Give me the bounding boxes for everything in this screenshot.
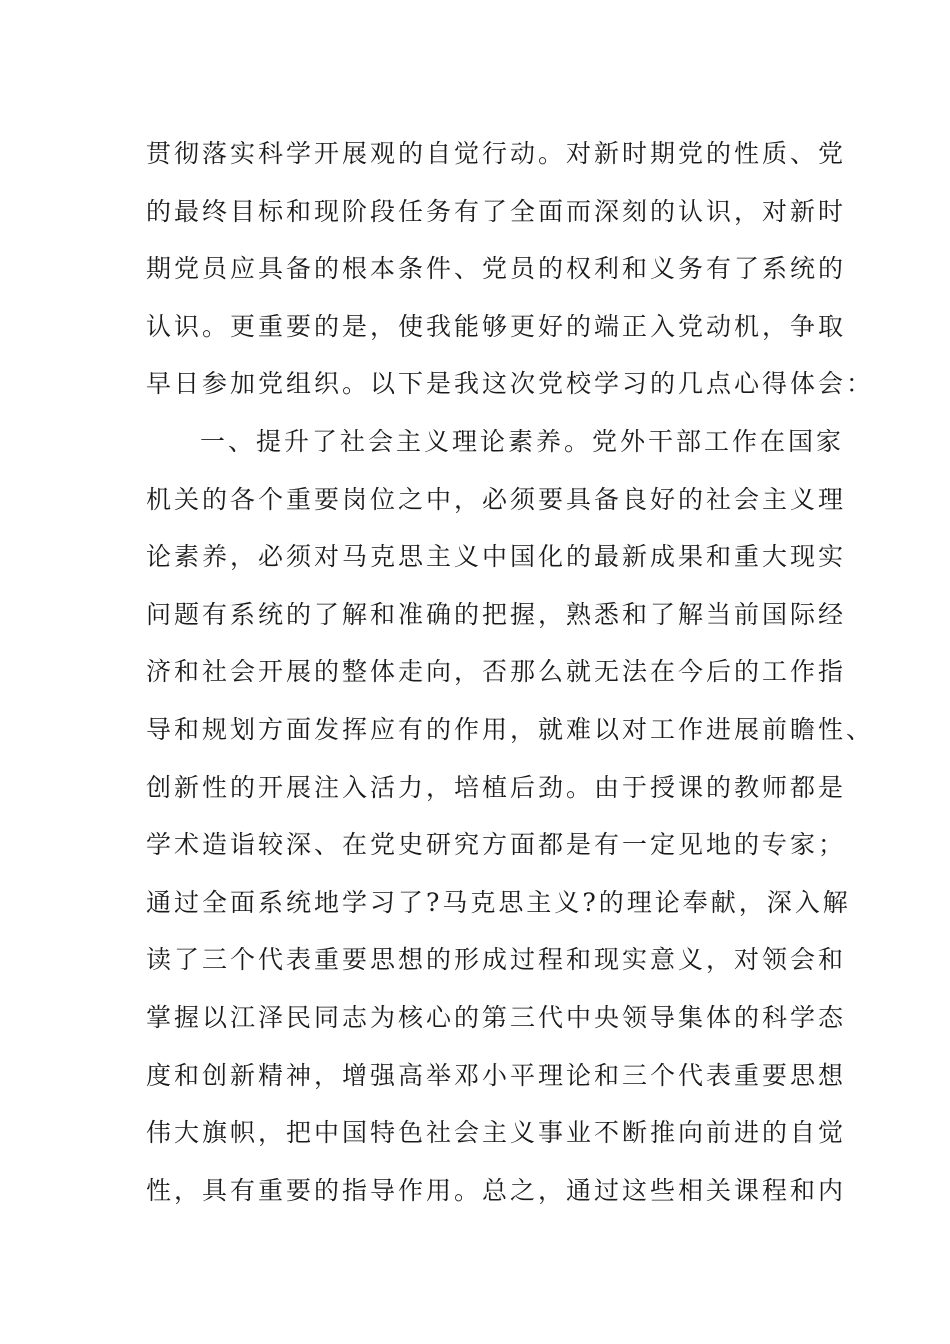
text-line: 济和社会开展的整体走向，否那么就无法在今后的工作指 bbox=[146, 657, 847, 687]
text-line: 创新性的开展注入活力，培植后劲。由于授课的教师都是 bbox=[146, 772, 847, 802]
text-line: 早日参加党组织。以下是我这次党校学习的几点心得体会： bbox=[146, 369, 875, 399]
text-line: 机关的各个重要岗位之中，必须要具备良好的社会主义理 bbox=[146, 484, 847, 514]
paragraph-start-line: 一、提升了社会主义理论素养。党外干部工作在国家 bbox=[200, 426, 845, 456]
text-line: 的最终目标和现阶段任务有了全面而深刻的认识，对新时 bbox=[146, 196, 847, 226]
text-line: 学术造诣较深、在党史研究方面都是有一定见地的专家； bbox=[146, 830, 847, 860]
text-line: 通过全面系统地学习了?马克思主义?的理论奉献，深入解 bbox=[146, 887, 851, 917]
text-line: 导和规划方面发挥应有的作用，就难以对工作进展前瞻性、 bbox=[146, 714, 875, 744]
text-line: 掌握以江泽民同志为核心的第三代中央领导集体的科学态 bbox=[146, 1002, 847, 1032]
text-line: 伟大旗帜，把中国特色社会主义事业不断推向前进的自觉 bbox=[146, 1118, 847, 1148]
text-line: 读了三个代表重要思想的形成过程和现实意义，对领会和 bbox=[146, 945, 847, 975]
text-line: 贯彻落实科学开展观的自觉行动。对新时期党的性质、党 bbox=[146, 139, 847, 168]
text-line: 性，具有重要的指导作用。总之，通过这些相关课程和内 bbox=[146, 1175, 847, 1205]
text-line: 问题有系统的了解和准确的把握，熟悉和了解当前国际经 bbox=[146, 599, 847, 629]
text-line: 认识。更重要的是，使我能够更好的端正入党动机，争取 bbox=[146, 311, 847, 341]
body-text bbox=[146, 125, 875, 1219]
text-line: 期党员应具备的根本条件、党员的权利和义务有了系统的 bbox=[146, 254, 847, 284]
text-line: 论素养，必须对马克思主义中国化的最新成果和重大现实 bbox=[146, 542, 847, 572]
text-line: 度和创新精神，增强高举邓小平理论和三个代表重要思想 bbox=[146, 1060, 847, 1090]
